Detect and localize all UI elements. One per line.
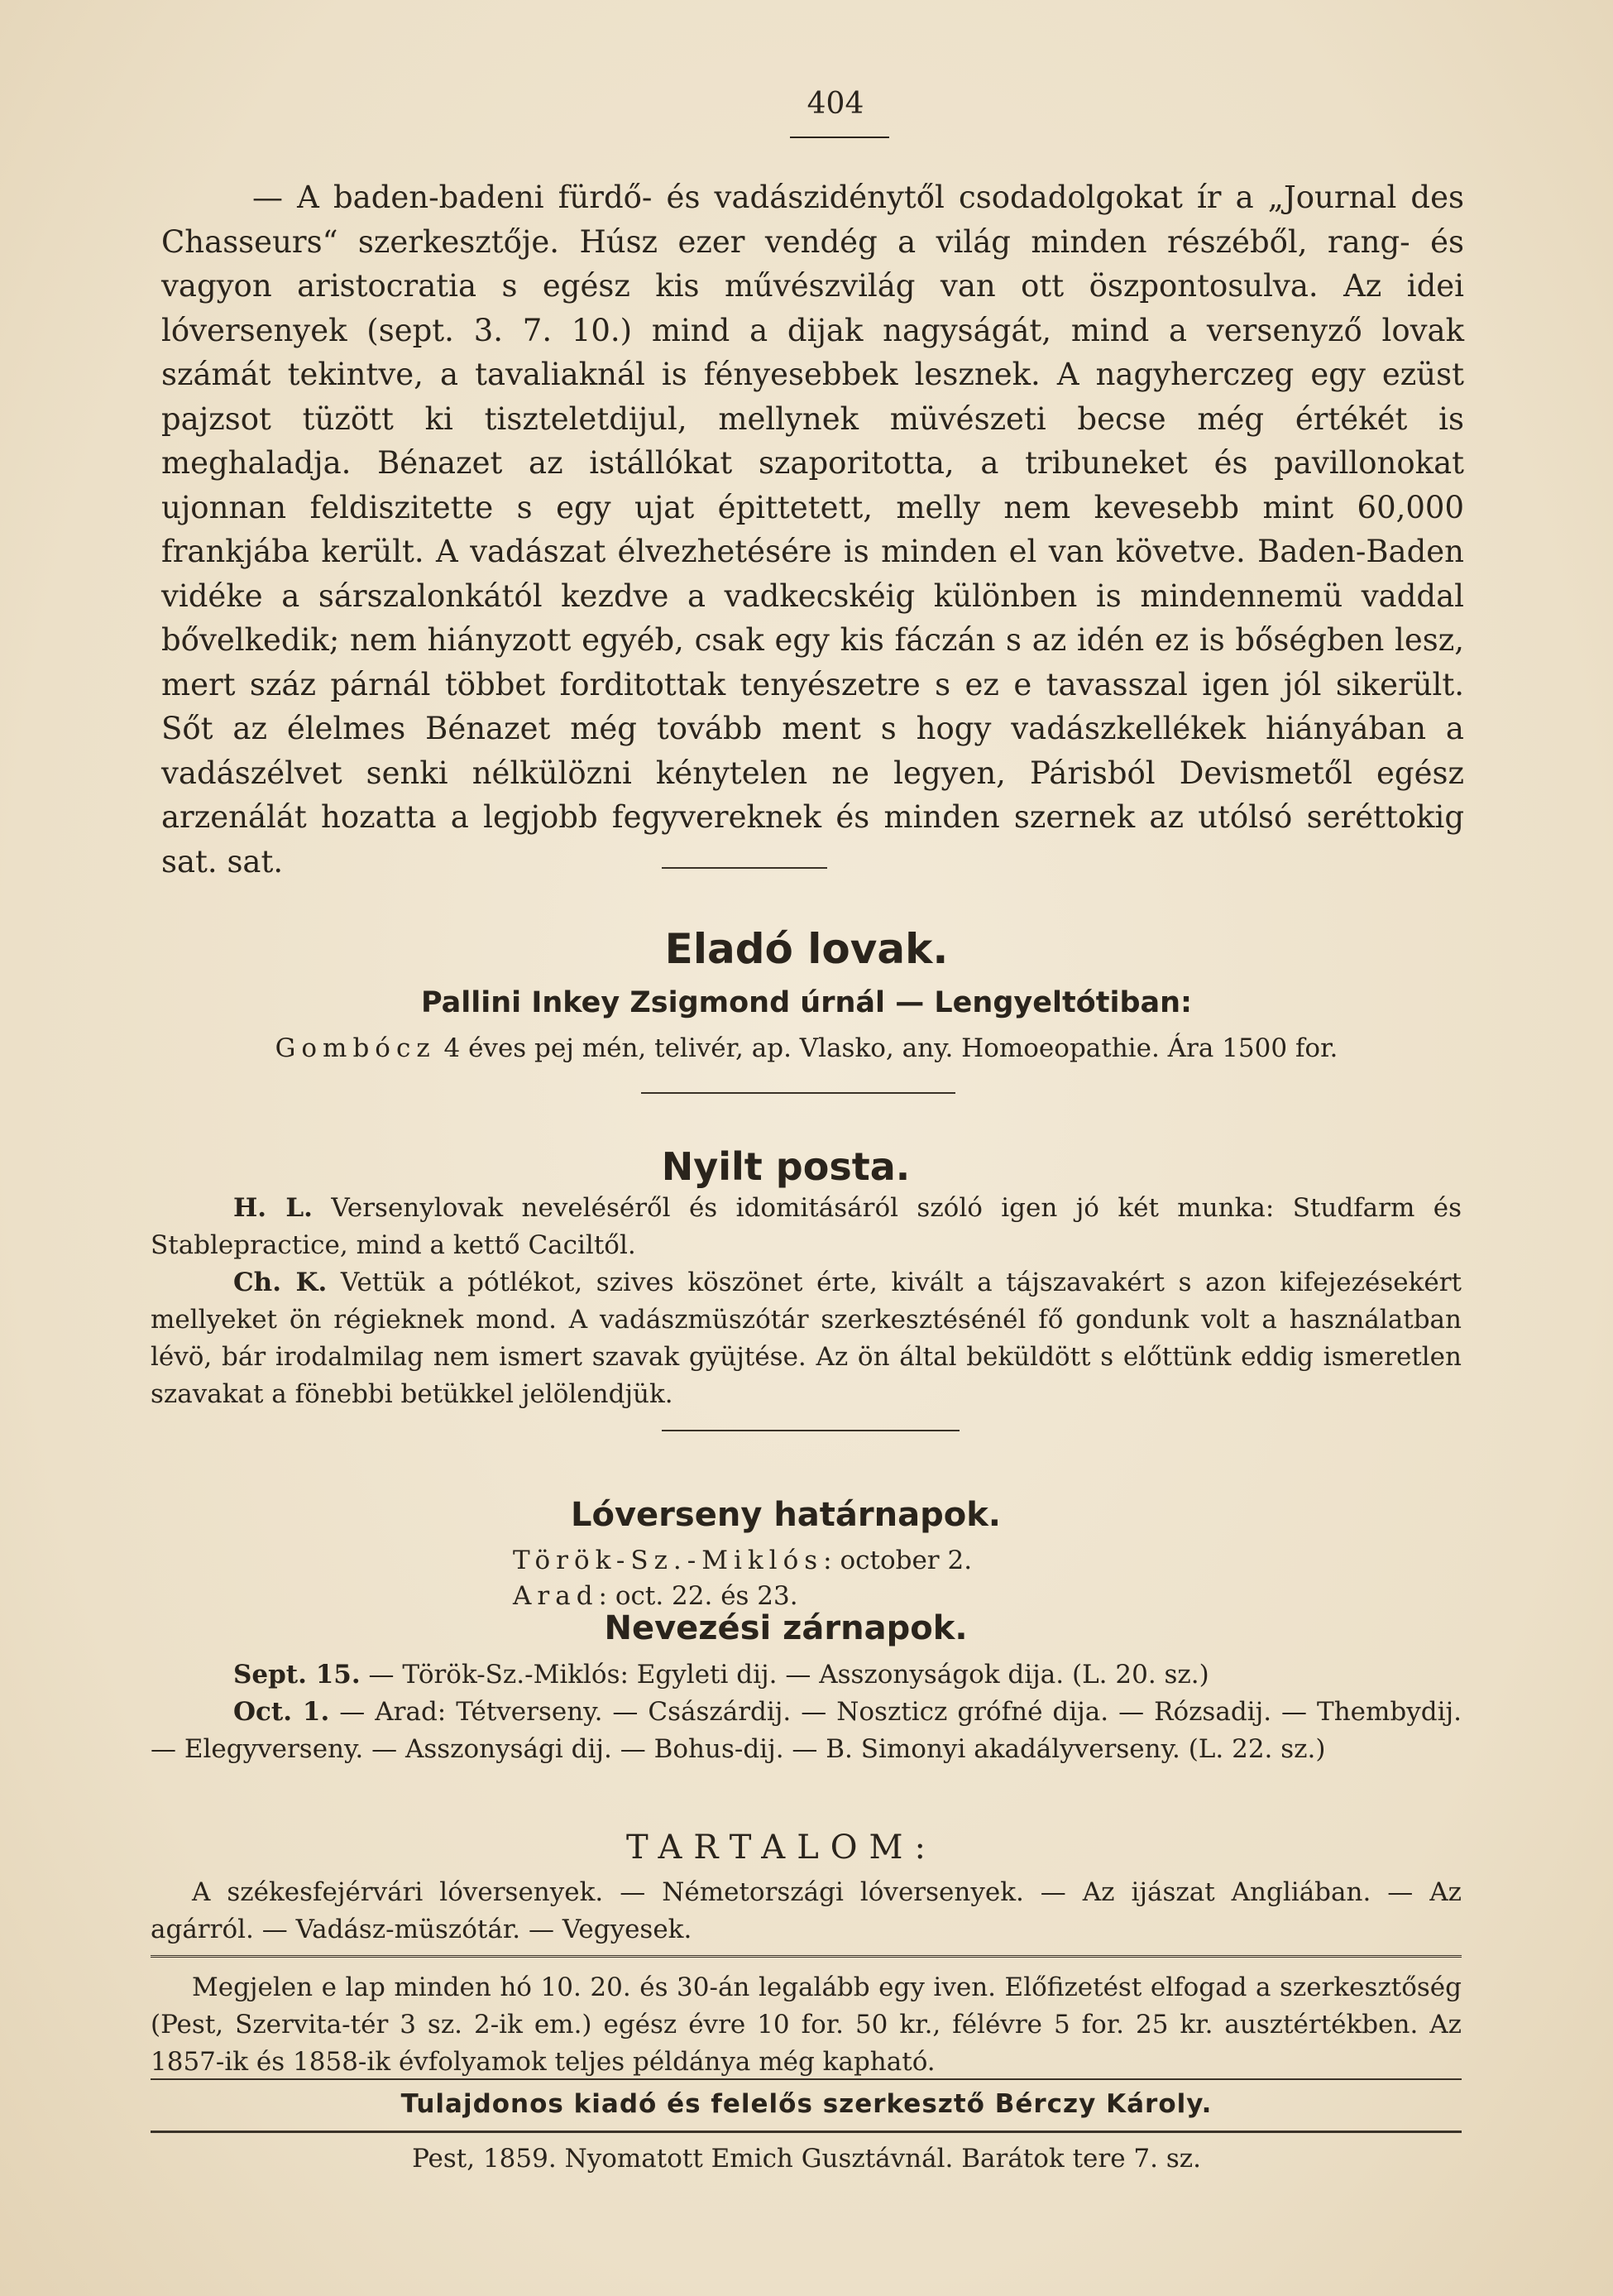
subscription-text: Megjelen e lap minden hó 10. 20. és 30-án legalább egy iven. Előfizetést elfogad a szerkesztőség (Pest, Szervita-tér 3 sz. 2-ik em.) egész évre 10 for. 50 kr., félévre 5 for. 25 kr. ausztértékben. Az 1857-ik és 1858-ik évfolyamok teljes példánya még kapható.: [151, 1972, 1462, 2077]
imprint-line: Pest, 1859. Nyomatott Emich Gusztávnál. Barátok tere 7. sz.: [412, 2144, 1201, 2174]
subscription-block: [151, 1969, 1462, 2081]
page-number: 404: [806, 87, 864, 121]
page-number-rule: [790, 137, 889, 138]
divider: [662, 1430, 960, 1431]
entry-text: — Arad: Tétverseny. — Császárdij. — Noszticz grófné dija. — Rózsadij. — Thembydij. — Elegyverseny. — Asszonysági dij. — Bohus-dij. — B. Simonyi akadályverseny. (L. 22. sz.): [151, 1697, 1462, 1764]
article-paragraph: — A baden-badeni fürdő- és vadászidénytől csodadolgokat ír a „Journal des Chasseurs“ szerkesztője. Húsz ezer vendég a világ minden részéből, rang- és vagyon aristocratia s egész kis művészvilág van ott öszpontosulva. Az idei lóversenyek (sept. 3. 7. 10.) mind a dijak nagyságát, mind a versenyző lovak számát tekintve, a tavaliaknál is fényesebbek lesznek. A nagyherczeg egy ezüst pajzsot tüzött ki tiszteletdijul, mellynek müvészeti becse még értékét is meghaladja. Bénazet az istállókat szaporitotta, a tribuneket és pavillonokat ujonnan feldiszitette s egy ujat épittetett, melly nem kevesebb mint 60,000 frankjába került. A vadászat élvezhetésére is minden el van követve. Baden-Baden vidéke a sárszalonkától kezdve a vadkecskéig különben is mindennemü vaddal bővelkedik; nem hiányzott egyéb, csak egy kis fáczán s az idén ez is bőségben lesz, mert száz párnál többet forditottak tenyészetre s ez e tavasszal igen jól sikerült. Sőt az élelmes Bénazet még tovább ment s hogy vadászkellékek hiányában a vadászélvet senki nélkülözni kénytelen ne legyen, Párisból Devismetől egész arzenálát hozatta a legjobb fegyvereknek és minden szernek az utólsó seréttokig sat. sat.: [161, 180, 1464, 880]
divider: [662, 867, 827, 869]
publisher-line: Tulajdonos kiadó és felelős szerkesztő Bérczy Károly.: [400, 2089, 1213, 2119]
divider: [151, 2078, 1462, 2080]
raceday-date: : october 2.: [823, 1546, 973, 1575]
post-title: Nyilt posta.: [661, 1144, 911, 1189]
contents-title: TARTALOM:: [626, 1829, 937, 1867]
contents-text: A székesfejérvári lóversenyek. — Németországi lóversenyek. — Az ijászat Angliában. — Az agárról. — Vadász-müszótár. — Vegyesek.: [151, 1877, 1462, 1944]
entry-text: — Török-Sz.-Miklós: Egyleti dij. — Asszonyságok dija. (L. 20. sz.): [360, 1660, 1209, 1690]
post-item-tag: H. L.: [233, 1193, 313, 1223]
sale-line: [0, 1030, 1613, 1067]
raceday-place: Arad: [513, 1581, 599, 1611]
post-item-text: Versenylovak neveléséről és idomitásáról szóló igen jó két munka: Studfarm és Stablepractice, mind a kettő Caciltől.: [151, 1193, 1462, 1260]
post-item-tag: Ch. K.: [233, 1268, 328, 1297]
entry-date: Oct. 1.: [233, 1697, 330, 1727]
divider: [151, 1955, 1462, 1958]
sale-title: Eladó lovak.: [664, 925, 949, 973]
contents-text-block: [151, 1874, 1462, 1948]
sale-subtitle: Pallini Inkey Zsigmond úrnál — Lengyeltótiban:: [420, 986, 1193, 1019]
divider: [151, 2131, 1462, 2133]
raceday-date: : oct. 22. és 23.: [598, 1581, 798, 1611]
horse-name: Gombócz: [275, 1033, 436, 1063]
divider: [641, 1092, 955, 1094]
raceday-line: [513, 1542, 972, 1579]
entries-list: [151, 1656, 1462, 1768]
post-items: [151, 1190, 1462, 1413]
post-item-text: Vettük a pótlékot, szives köszönet érte, kivált a tájszavakért s azon kifejezésekért mellyeket ön régieknek mond. A vadászmüszótár szerkesztésénél fő gondunk volt a használatban lévö, bár irodalmilag nem ismert szavak gyüjtése. Az ön által beküldött s előttünk eddig ismeretlen szavakat a fönebbi betükkel jelölendjük.: [151, 1268, 1462, 1409]
entries-title: Nevezési zárnapok.: [604, 1609, 968, 1647]
entry-date: Sept. 15.: [233, 1660, 361, 1690]
article: [161, 175, 1464, 884]
horse-description: 4 éves pej mén, telivér, ap. Vlasko, any. Homoeopathie. Ára 1500 for.: [435, 1033, 1338, 1063]
racedays-title: Lóverseny határnapok.: [571, 1496, 1001, 1534]
raceday-place: Török-Sz.-Miklós: [513, 1546, 824, 1575]
